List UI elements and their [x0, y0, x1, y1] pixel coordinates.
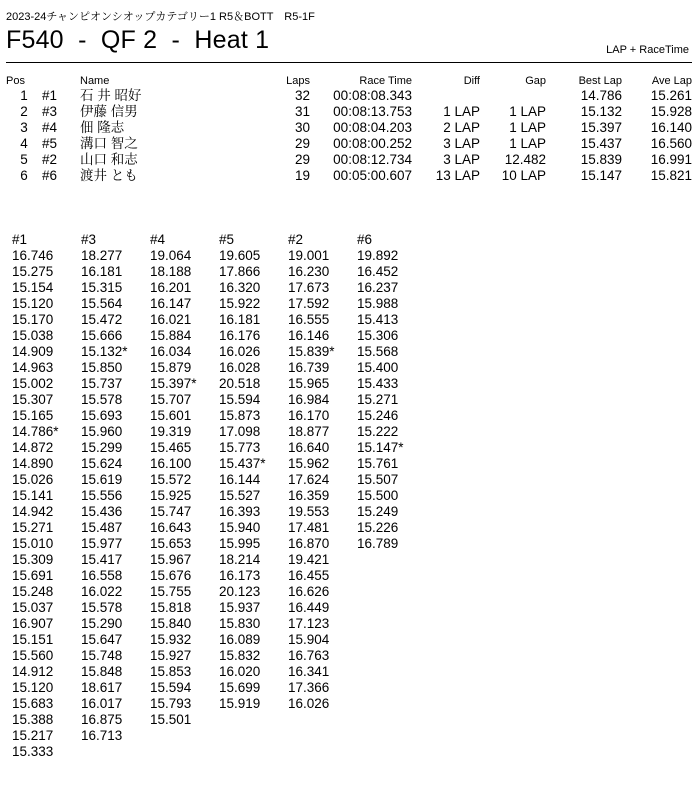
lap-time: 15.132* — [81, 344, 128, 359]
lap-time: 15.433 — [357, 376, 399, 391]
lap-time: 15.333 — [12, 744, 54, 759]
lap-time: 19.421 — [288, 552, 330, 567]
laps-cell: 29 — [294, 136, 310, 151]
lap-time: 15.037 — [12, 600, 54, 615]
lap-column — [12, 232, 81, 760]
lap-time: 15.853 — [150, 664, 192, 679]
lap-time: 17.866 — [219, 264, 261, 279]
lap-time: 15.755 — [150, 584, 192, 599]
gap-cell: 1 LAP — [509, 136, 546, 151]
lap-time: 16.393 — [219, 504, 261, 519]
lap-time: 16.020 — [219, 664, 261, 679]
lap-time: 20.518 — [219, 376, 261, 391]
lap-time: 15.840 — [150, 616, 192, 631]
lap-time: 15.922 — [219, 296, 261, 311]
col-num-header — [42, 72, 80, 88]
lap-time: 15.693 — [81, 408, 123, 423]
result-row — [6, 120, 692, 136]
lap-time: 15.932 — [150, 632, 192, 647]
laps-cell: 32 — [294, 88, 310, 103]
lap-time: 15.761 — [357, 456, 399, 471]
lap-time: 16.455 — [288, 568, 330, 583]
lap-time: 19.001 — [288, 248, 330, 263]
lap-time: 16.875 — [81, 712, 123, 727]
result-row — [6, 104, 692, 120]
lap-time: 15.594 — [150, 680, 192, 695]
diff-cell: 3 LAP — [443, 152, 480, 167]
lap-time: 15.465 — [150, 440, 192, 455]
race-time-cell: 00:08:12.734 — [333, 152, 412, 167]
lap-time: 16.746 — [12, 248, 54, 263]
lap-time: 15.397* — [150, 376, 197, 391]
kart-number-cell: #1 — [42, 88, 58, 103]
lap-time: 15.578 — [81, 600, 123, 615]
result-row — [6, 152, 692, 168]
lap-time: 16.026 — [219, 344, 261, 359]
best-lap-cell: 15.437 — [580, 136, 622, 151]
page-title: F540 - QF 2 - Heat 1 — [6, 26, 270, 54]
lap-time: 16.555 — [288, 312, 330, 327]
driver-name-cell: 佃 隆志 — [80, 120, 125, 135]
lap-time: 15.315 — [81, 280, 123, 295]
driver-name-cell: 山口 和志 — [80, 152, 138, 167]
lap-time: 15.271 — [357, 392, 399, 407]
race-time-cell: 00:08:04.203 — [333, 120, 412, 135]
result-row — [6, 168, 692, 184]
lap-time: 16.170 — [288, 408, 330, 423]
lap-time: 14.872 — [12, 440, 54, 455]
lap-time: 15.747 — [150, 504, 192, 519]
lap-time: 15.707 — [150, 392, 192, 407]
lap-time: 15.487 — [81, 520, 123, 535]
lap-time: 16.320 — [219, 280, 261, 295]
laps-cell: 30 — [294, 120, 310, 135]
col-diff-header: Diff — [463, 75, 480, 87]
best-lap-cell: 15.147 — [580, 168, 622, 183]
lap-time: 15.120 — [12, 680, 54, 695]
lap-time: 15.306 — [357, 328, 399, 343]
lap-column-header: #2 — [288, 232, 304, 247]
lap-time: 19.605 — [219, 248, 261, 263]
kart-number-cell: #3 — [42, 104, 58, 119]
lap-time: 15.038 — [12, 328, 54, 343]
lap-time: 15.248 — [12, 584, 54, 599]
lap-time: 15.832 — [219, 648, 261, 663]
col-best-lap-header: Best Lap — [578, 75, 622, 87]
lap-time: 16.907 — [12, 616, 54, 631]
diff-cell: 3 LAP — [443, 136, 480, 151]
lap-time: 15.556 — [81, 488, 123, 503]
lap-time: 15.271 — [12, 520, 54, 535]
gap-cell — [480, 88, 546, 104]
lap-time: 15.500 — [357, 488, 399, 503]
lap-time: 17.481 — [288, 520, 330, 535]
event-subtitle: 2023-24チャンピオンシオップカテゴリー1 R5＆BOTT R5-1F — [6, 11, 315, 23]
lap-time: 15.170 — [12, 312, 54, 327]
lap-time: 16.626 — [288, 584, 330, 599]
result-row — [6, 136, 692, 152]
lap-time: 15.879 — [150, 360, 192, 375]
lap-time: 15.647 — [81, 632, 123, 647]
lap-time: 19.319 — [150, 424, 192, 439]
diff-cell: 2 LAP — [443, 120, 480, 135]
lap-time: 16.763 — [288, 648, 330, 663]
lap-time: 15.568 — [357, 344, 399, 359]
gap-cell: 10 LAP — [501, 168, 546, 183]
lap-times-section — [12, 232, 426, 760]
ave-lap-cell: 16.140 — [650, 120, 692, 135]
lap-time: 17.098 — [219, 424, 261, 439]
lap-column-header: #5 — [219, 232, 235, 247]
lap-time: 15.919 — [219, 696, 261, 711]
lap-time: 16.739 — [288, 360, 330, 375]
lap-time: 17.624 — [288, 472, 330, 487]
lap-time: 15.226 — [357, 520, 399, 535]
lap-time: 15.417 — [81, 552, 123, 567]
lap-time: 16.146 — [288, 328, 330, 343]
lap-time: 15.850 — [81, 360, 123, 375]
lap-time: 15.560 — [12, 648, 54, 663]
laps-cell: 31 — [294, 104, 310, 119]
lap-time: 15.967 — [150, 552, 192, 567]
lap-column — [81, 232, 150, 760]
lap-time: 15.940 — [219, 520, 261, 535]
lap-time: 15.564 — [81, 296, 123, 311]
lap-time: 15.307 — [12, 392, 54, 407]
col-pos-header: Pos — [6, 75, 25, 87]
lap-time: 14.912 — [12, 664, 54, 679]
race-time-cell: 00:08:08.343 — [333, 88, 412, 103]
pos-cell: 3 — [20, 120, 28, 135]
lap-time: 15.601 — [150, 408, 192, 423]
lap-time: 15.830 — [219, 616, 261, 631]
lap-time: 15.965 — [288, 376, 330, 391]
result-row — [6, 88, 692, 104]
lap-time: 18.617 — [81, 680, 123, 695]
lap-time: 15.246 — [357, 408, 399, 423]
lap-time: 15.472 — [81, 312, 123, 327]
lap-time: 15.507 — [357, 472, 399, 487]
header-divider — [6, 62, 692, 63]
lap-time: 15.400 — [357, 360, 399, 375]
lap-time: 18.214 — [219, 552, 261, 567]
lap-time: 19.553 — [288, 504, 330, 519]
race-time-cell: 00:08:00.252 — [333, 136, 412, 151]
lap-time: 15.151 — [12, 632, 54, 647]
kart-number-cell: #2 — [42, 152, 58, 167]
ave-lap-cell: 15.821 — [650, 168, 692, 183]
lap-time: 17.673 — [288, 280, 330, 295]
lap-time: 15.249 — [357, 504, 399, 519]
laps-cell: 19 — [294, 168, 310, 183]
lap-time: 15.275 — [12, 264, 54, 279]
lap-time: 15.683 — [12, 696, 54, 711]
driver-name-cell: 渡井 とも — [80, 168, 138, 183]
lap-time: 15.501 — [150, 712, 192, 727]
lap-time: 15.995 — [219, 536, 261, 551]
pos-cell: 6 — [20, 168, 28, 183]
lap-time: 15.988 — [357, 296, 399, 311]
lap-time: 15.299 — [81, 440, 123, 455]
lap-time: 15.977 — [81, 536, 123, 551]
lap-time: 15.388 — [12, 712, 54, 727]
pos-cell: 1 — [20, 88, 28, 103]
lap-time: 15.691 — [12, 568, 54, 583]
lap-time: 15.748 — [81, 648, 123, 663]
lap-time: 16.201 — [150, 280, 192, 295]
lap-time: 15.848 — [81, 664, 123, 679]
gap-cell: 1 LAP — [509, 120, 546, 135]
lap-time: 15.793 — [150, 696, 192, 711]
lap-column — [357, 232, 426, 760]
lap-time: 15.818 — [150, 600, 192, 615]
lap-time: 15.309 — [12, 552, 54, 567]
lap-time: 15.904 — [288, 632, 330, 647]
lap-time: 14.890 — [12, 456, 54, 471]
kart-number-cell: #4 — [42, 120, 58, 135]
pos-cell: 4 — [20, 136, 28, 151]
col-name-header: Name — [80, 75, 110, 87]
lap-time: 16.144 — [219, 472, 261, 487]
driver-name-cell: 伊藤 信男 — [80, 104, 138, 119]
kart-number-cell: #5 — [42, 136, 58, 151]
col-ave-lap-header: Ave Lap — [651, 75, 692, 87]
lap-time: 16.100 — [150, 456, 192, 471]
lap-time: 15.884 — [150, 328, 192, 343]
driver-name-cell: 石 井 昭好 — [80, 88, 142, 103]
lap-time: 16.713 — [81, 728, 123, 743]
lap-time: 16.449 — [288, 600, 330, 615]
report-mode-label: LAP + RaceTime — [606, 44, 689, 56]
lap-column-header: #1 — [12, 232, 28, 247]
lap-time: 15.222 — [357, 424, 399, 439]
lap-time: 15.773 — [219, 440, 261, 455]
lap-time: 16.359 — [288, 488, 330, 503]
lap-time: 16.022 — [81, 584, 123, 599]
col-laps-header: Laps — [286, 75, 310, 87]
lap-time: 15.141 — [12, 488, 54, 503]
lap-time: 16.452 — [357, 264, 399, 279]
lap-column-header: #6 — [357, 232, 373, 247]
lap-time: 15.624 — [81, 456, 123, 471]
lap-time: 15.290 — [81, 616, 123, 631]
lap-time: 15.413 — [357, 312, 399, 327]
lap-column — [288, 232, 357, 760]
lap-time: 18.277 — [81, 248, 123, 263]
diff-cell: 1 LAP — [443, 104, 480, 119]
lap-time: 16.558 — [81, 568, 123, 583]
lap-time: 14.963 — [12, 360, 54, 375]
lap-time: 18.188 — [150, 264, 192, 279]
lap-time: 17.366 — [288, 680, 330, 695]
diff-cell — [412, 88, 480, 104]
lap-time: 15.572 — [150, 472, 192, 487]
lap-time: 15.147* — [357, 440, 404, 455]
lap-time: 15.937 — [219, 600, 261, 615]
lap-time: 14.909 — [12, 344, 54, 359]
lap-time: 19.892 — [357, 248, 399, 263]
lap-time: 15.120 — [12, 296, 54, 311]
lap-time: 16.640 — [288, 440, 330, 455]
lap-time: 16.237 — [357, 280, 399, 295]
lap-time: 16.034 — [150, 344, 192, 359]
lap-time: 17.592 — [288, 296, 330, 311]
pos-cell: 5 — [20, 152, 28, 167]
lap-time: 16.230 — [288, 264, 330, 279]
lap-time: 15.699 — [219, 680, 261, 695]
lap-time: 16.026 — [288, 696, 330, 711]
lap-column-header: #4 — [150, 232, 166, 247]
lap-time: 15.578 — [81, 392, 123, 407]
diff-cell: 13 LAP — [435, 168, 480, 183]
lap-time: 14.942 — [12, 504, 54, 519]
gap-cell: 12.482 — [504, 152, 546, 167]
lap-time: 15.927 — [150, 648, 192, 663]
lap-column — [219, 232, 288, 760]
lap-time: 16.789 — [357, 536, 399, 551]
lap-time: 16.181 — [219, 312, 261, 327]
lap-time: 18.877 — [288, 424, 330, 439]
lap-time: 16.173 — [219, 568, 261, 583]
lap-time: 15.962 — [288, 456, 330, 471]
lap-time: 15.666 — [81, 328, 123, 343]
lap-time: 15.002 — [12, 376, 54, 391]
results-table — [6, 72, 692, 184]
lap-time: 17.123 — [288, 616, 330, 631]
race-time-cell: 00:08:13.753 — [333, 104, 412, 119]
lap-time: 15.619 — [81, 472, 123, 487]
pos-cell: 2 — [20, 104, 28, 119]
lap-time: 15.873 — [219, 408, 261, 423]
lap-column-header: #3 — [81, 232, 97, 247]
lap-time: 16.147 — [150, 296, 192, 311]
laps-cell: 29 — [294, 152, 310, 167]
ave-lap-cell: 16.560 — [650, 136, 692, 151]
lap-time: 19.064 — [150, 248, 192, 263]
lap-time: 16.984 — [288, 392, 330, 407]
lap-time: 15.010 — [12, 536, 54, 551]
best-lap-cell: 15.839 — [580, 152, 622, 167]
lap-time: 15.437* — [219, 456, 266, 471]
lap-time: 15.527 — [219, 488, 261, 503]
best-lap-cell: 15.132 — [580, 104, 622, 119]
race-time-cell: 00:05:00.607 — [333, 168, 412, 183]
col-race-time-header: Race Time — [359, 75, 412, 87]
lap-time: 14.786* — [12, 424, 59, 439]
lap-time: 15.026 — [12, 472, 54, 487]
lap-time: 16.017 — [81, 696, 123, 711]
lap-time: 15.594 — [219, 392, 261, 407]
kart-number-cell: #6 — [42, 168, 58, 183]
gap-cell: 1 LAP — [509, 104, 546, 119]
lap-time: 15.165 — [12, 408, 54, 423]
lap-time: 15.676 — [150, 568, 192, 583]
lap-time: 15.839* — [288, 344, 335, 359]
lap-time: 15.436 — [81, 504, 123, 519]
lap-time: 16.870 — [288, 536, 330, 551]
results-header-row — [6, 72, 692, 88]
lap-column — [150, 232, 219, 760]
col-gap-header: Gap — [525, 75, 546, 87]
best-lap-cell: 14.786 — [580, 88, 622, 103]
ave-lap-cell: 15.928 — [650, 104, 692, 119]
lap-time: 15.960 — [81, 424, 123, 439]
lap-time: 20.123 — [219, 584, 261, 599]
ave-lap-cell: 15.261 — [650, 88, 692, 103]
lap-time: 15.217 — [12, 728, 54, 743]
lap-time: 16.089 — [219, 632, 261, 647]
lap-time: 16.181 — [81, 264, 123, 279]
lap-time: 16.341 — [288, 664, 330, 679]
lap-time: 16.028 — [219, 360, 261, 375]
ave-lap-cell: 16.991 — [650, 152, 692, 167]
lap-time: 15.737 — [81, 376, 123, 391]
lap-time: 16.021 — [150, 312, 192, 327]
lap-time: 15.653 — [150, 536, 192, 551]
lap-time: 16.176 — [219, 328, 261, 343]
best-lap-cell: 15.397 — [580, 120, 622, 135]
lap-time: 15.925 — [150, 488, 192, 503]
lap-time: 15.154 — [12, 280, 54, 295]
driver-name-cell: 溝口 智之 — [80, 136, 138, 151]
lap-time: 16.643 — [150, 520, 192, 535]
